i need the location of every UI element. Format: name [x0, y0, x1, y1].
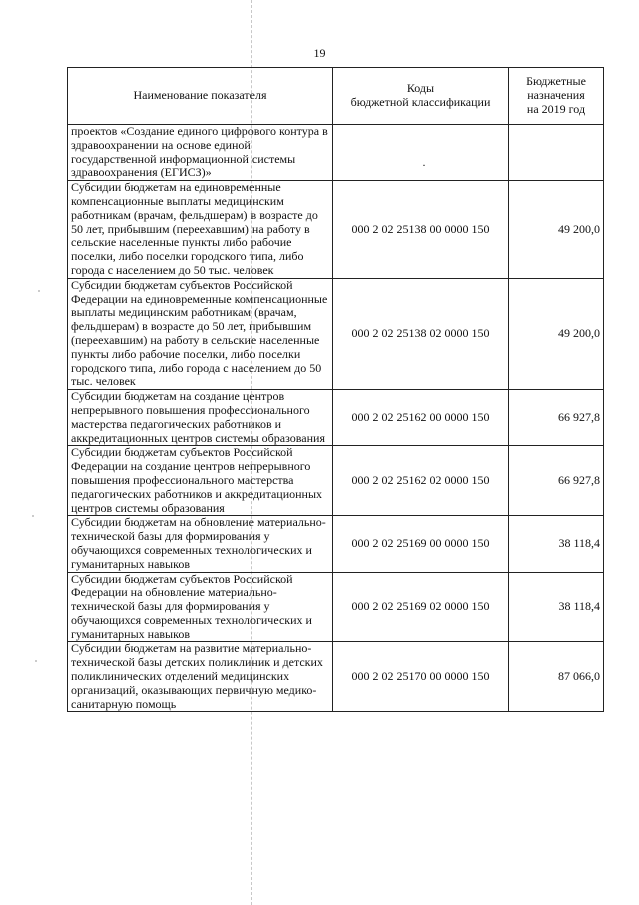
row-budget-code: · — [333, 125, 509, 181]
row-budget-code: 000 2 02 25138 02 0000 150 — [333, 278, 509, 389]
row-budget-code: 000 2 02 25138 00 0000 150 — [333, 181, 509, 279]
table-row — [68, 125, 604, 181]
table-row — [68, 572, 604, 642]
row-amount: 87 066,0 — [509, 642, 604, 712]
row-budget-code: 000 2 02 25169 02 0000 150 — [333, 572, 509, 642]
table-row — [68, 278, 604, 389]
row-budget-code: 000 2 02 25162 02 0000 150 — [333, 446, 509, 516]
row-amount — [509, 125, 604, 181]
scan-speck — [38, 290, 40, 292]
header-budget-allocations-text: Бюджетные назначения на 2019 год — [526, 74, 586, 116]
row-indicator-name: Субсидии бюджетам на единовременные компенсационные выплаты медицинским работникам (врачам, фельдшерам) в возрасте до 50 лет, прибывшим (переехавшим) на работу в сельские населенные пункты либо рабочие поселки, либо поселки городского типа, либо города с населением до 50 тыс. человек — [68, 181, 333, 279]
row-indicator-name: Субсидии бюджетам субъектов Российской Федерации на обновление материально-технической базы для формирования у обучающихся современных технологических и гуманитарных навыков — [68, 572, 333, 642]
row-budget-code: 000 2 02 25169 00 0000 150 — [333, 516, 509, 572]
table-row — [68, 516, 604, 572]
table-row — [68, 181, 604, 279]
row-amount: 49 200,0 — [509, 278, 604, 389]
table-row — [68, 446, 604, 516]
page-number: 19 — [313, 46, 326, 60]
row-indicator-name: Субсидии бюджетам на создание центров непрерывного повышения профессионального мастерства педагогических работников и аккредитационных центров системы образования — [68, 390, 333, 446]
table-row — [68, 642, 604, 712]
header-budget-allocations — [509, 68, 604, 125]
row-amount: 66 927,8 — [509, 390, 604, 446]
row-amount: 38 118,4 — [509, 516, 604, 572]
row-indicator-name: проектов «Создание единого цифрового контура в здравоохранении на основе единой государственной информационной системы здравоохранения (ЕГИСЗ)» — [68, 125, 333, 181]
row-amount: 38 118,4 — [509, 572, 604, 642]
header-indicator-name: Наименование показателя — [68, 68, 333, 125]
table-header-row — [68, 68, 604, 125]
scan-speck — [35, 660, 37, 662]
header-budget-codes — [333, 68, 509, 125]
budget-table — [67, 67, 604, 712]
scan-speck — [32, 515, 34, 517]
row-indicator-name: Субсидии бюджетам субъектов Российской Федерации на единовременные компенсационные выплаты медицинским работникам (врачам, фельдшерам) в возрасте до 50 лет, прибывшим (переехавшим) на работу в сельские населенные пункты либо рабочие поселки, либо поселки городского типа, либо города с населением до 50 тыс. человек — [68, 278, 333, 389]
header-budget-codes-text: Коды бюджетной классификации — [350, 81, 491, 109]
row-amount: 66 927,8 — [509, 446, 604, 516]
row-indicator-name: Субсидии бюджетам на развитие материально-технической базы детских поликлиник и детских поликлинических отделений медицинских организаций, оказывающих первичную медико-санитарную помощь — [68, 642, 333, 712]
row-amount: 49 200,0 — [509, 181, 604, 279]
table-row — [68, 390, 604, 446]
row-indicator-name: Субсидии бюджетам на обновление материально-технической базы для формирования у обучающихся современных технологических и гуманитарных навыков — [68, 516, 333, 572]
row-indicator-name: Субсидии бюджетам субъектов Российской Федерации на создание центров непрерывного повышения профессионального мастерства педагогических работников и аккредитационных центров системы образования — [68, 446, 333, 516]
row-budget-code: 000 2 02 25170 00 0000 150 — [333, 642, 509, 712]
row-budget-code: 000 2 02 25162 00 0000 150 — [333, 390, 509, 446]
